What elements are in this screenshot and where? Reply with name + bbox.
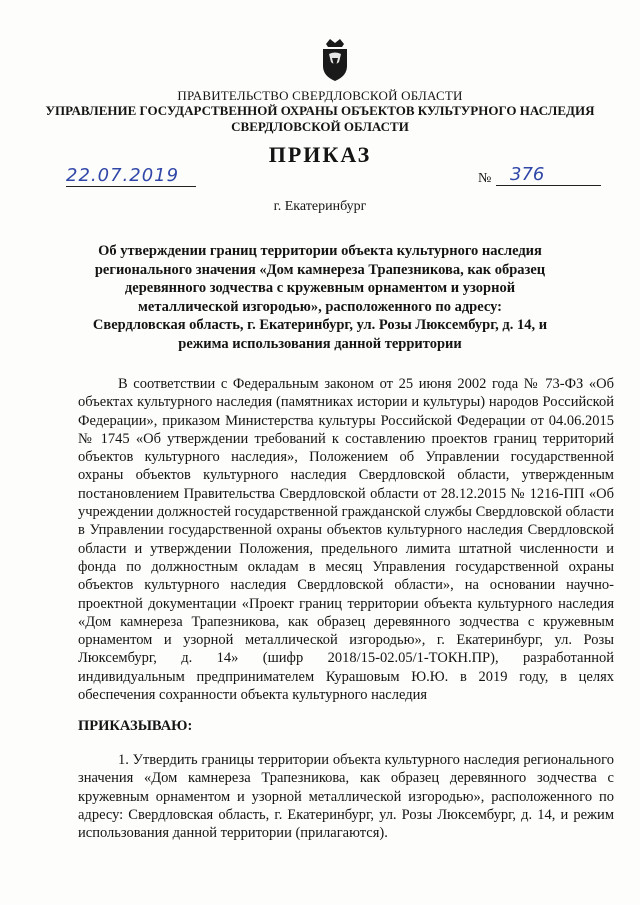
document-type-title: ПРИКАЗ — [268, 142, 372, 167]
coat-of-arms-icon — [318, 38, 352, 82]
city: г. Екатеринбург — [273, 199, 367, 214]
handwritten-date: 22.07.2019 — [66, 165, 196, 187]
handwritten-number: 376 — [496, 164, 601, 186]
order-verb: ПРИКАЗЫВАЮ: — [78, 718, 193, 734]
order-subject: Об утверждении границ территории объекта культурного наследия регионального значения «Дом камнереза Трапезникова, как образец деревянного зодчества с кружевным орнаментом и узорной металлической изгородью», расположенного по адресу: Свердловская область, г. Екатеринбург, ул. Розы Люксембург, д. 14, и режима использования данной территории — [92, 243, 548, 352]
preamble-paragraph: В соответствии с Федеральным законом от 25 июня 2002 года № 73-ФЗ «Об объектах культурного наследия (памятниках истории и культуры) народов Российской Федерации», приказом Министерства культуры Российской Федерации от 04.06.2015 № 1745 «Об утверждении требований к составлению проектов границ территорий объектов культурного наследия», Положением об Управлении государственной охраны объектов культурного наследия Свердловской области, утвержденным постановлением Правительства Свердловской области от 28.12.2015 № 1216-ПП «Об учреждении должностей государственной гражданской службы Свердловской области в Управлении государственной охраны объектов культурного наследия Свердловской области и утверждении Положения, предельного лимита штатной численности и фонда по должностным окладам в месяц Управления государственной охраны объектов культурного наследия Свердловской области», на основании научно-проектной документации «Проект границ территории объекта культурного наследия «Дом камнереза Трапезникова, как образец деревянного зодчества с кружевным орнаментом и узорной металлической изгородью», г. Екатеринбург, ул. Розы Люксембург, д. 14» (шифр 2018/15-02.05/1-ТОКН.ПР), разработанной индивидуальным предпринимателем Курашовым Ю.Ю. в 2019 году, в целях обеспечения сохранности объекта культурного наследия — [78, 376, 614, 704]
department-name — [0, 103, 640, 135]
number-label: № — [478, 171, 492, 186]
order-item-1: 1. Утвердить границы территории объекта культурного наследия регионального значения «Дом камнереза Трапезникова, как образец деревянного зодчества с кружевным орнаментом и узорной металлической изгородью», расположенного по адресу: Свердловская область, г. Екатеринбург, ул. Розы Люксембург, д. 14, и режим использования данной территории (прилагаются). — [78, 752, 614, 842]
department-line-1: УПРАВЛЕНИЕ ГОСУДАРСТВЕННОЙ ОХРАНЫ ОБЪЕКТОВ КУЛЬТУРНОГО НАСЛЕДИЯ — [45, 103, 595, 118]
department-line-2: СВЕРДЛОВСКОЙ ОБЛАСТИ — [231, 119, 409, 134]
government-name: ПРАВИТЕЛЬСТВО СВЕРДЛОВСКОЙ ОБЛАСТИ — [177, 88, 463, 103]
